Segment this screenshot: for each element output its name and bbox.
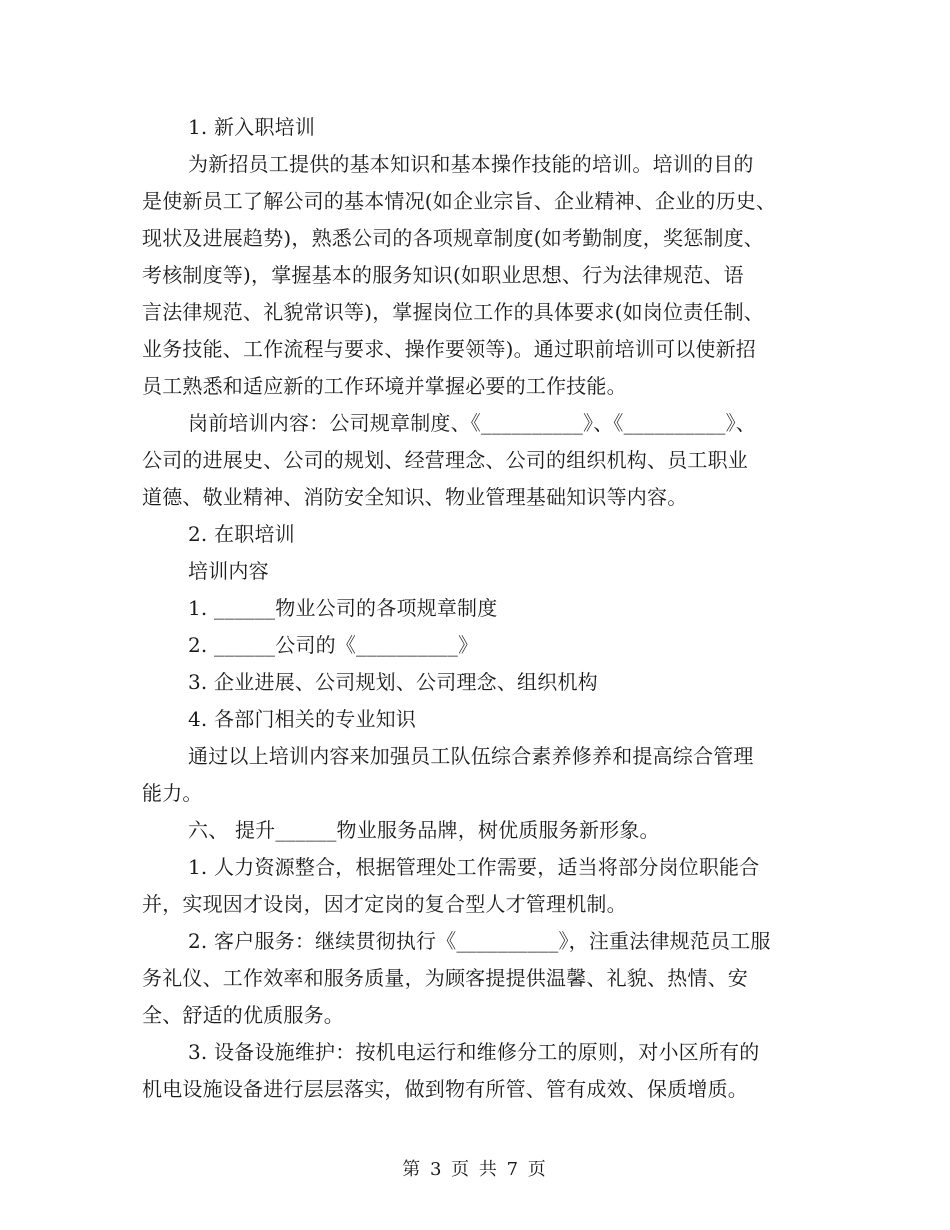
paragraph-line: 是使新员工了解公司的基本情况(如企业宗旨、企业精神、企业的历史、 [142,189,777,213]
paragraph-line: 2. 客户服务：继续贯彻执行《__________》，注重法律规范员工服 [188,929,771,953]
paragraph-line: 岗前培训内容：公司规章制度、《__________》、《__________》、 [188,411,756,435]
list-item: 1. ______物业公司的各项规章制度 [188,596,498,620]
paragraph-line: 通过以上培训内容来加强员工队伍综合素养修养和提高综合管理 [188,744,754,768]
page-number-footer: 第 3 页 共 7 页 [402,1159,548,1180]
section-heading: 2. 在职培训 [188,522,295,546]
paragraph-line: 员工熟悉和适应新的工作环境并掌握必要的工作技能。 [142,374,627,398]
subheading: 培训内容 [188,559,269,583]
paragraph-line: 能力。 [142,781,203,805]
paragraph-line: 言法律规范、礼貌常识等)，掌握岗位工作的具体要求(如岗位责任制、 [142,300,765,324]
paragraph-line: 为新招员工提供的基本知识和基本操作技能的培训。培训的目的 [188,152,754,176]
paragraph-line: 业务技能、工作流程与要求、操作要领等)。通过职前培训可以使新招 [142,337,757,361]
paragraph-line: 全、舒适的优质服务。 [142,1003,344,1027]
paragraph-line: 务礼仪、工作效率和服务质量，为顾客提提供温馨、礼貌、热情、安 [142,966,748,990]
paragraph-line: 公司的进展史、公司的规划、经营理念、公司的组织机构、员工职业 [142,448,748,472]
paragraph-line: 现状及进展趋势)，熟悉公司的各项规章制度(如考勤制度，奖惩制度、 [142,226,765,250]
paragraph-line: 考核制度等)，掌握基本的服务知识(如职业思想、行为法律规范、语 [142,263,744,287]
paragraph-line: 并，实现因才设岗，因才定岗的复合型人才管理机制。 [142,892,627,916]
paragraph-line: 1. 新入职培训 [188,115,316,139]
list-item: 2. ______公司的《__________》 [188,633,479,657]
list-item: 3. 企业进展、公司规划、公司理念、组织机构 [188,670,598,694]
section-heading: 六、 提升______物业服务品牌，树优质服务新形象。 [188,818,660,842]
paragraph-line: 3. 设备设施维护：按机电运行和维修分工的原则，对小区所有的 [188,1040,760,1064]
paragraph-line: 机电设施设备进行层层落实，做到物有所管、管有成效、保质增质。 [142,1077,748,1101]
paragraph-line: 道德、敬业精神、消防安全知识、物业管理基础知识等内容。 [142,485,688,509]
list-item: 4. 各部门相关的专业知识 [188,707,417,731]
paragraph-line: 1. 人力资源整合，根据管理处工作需要，适当将部分岗位职能合 [188,855,760,879]
document-body [142,109,822,1108]
